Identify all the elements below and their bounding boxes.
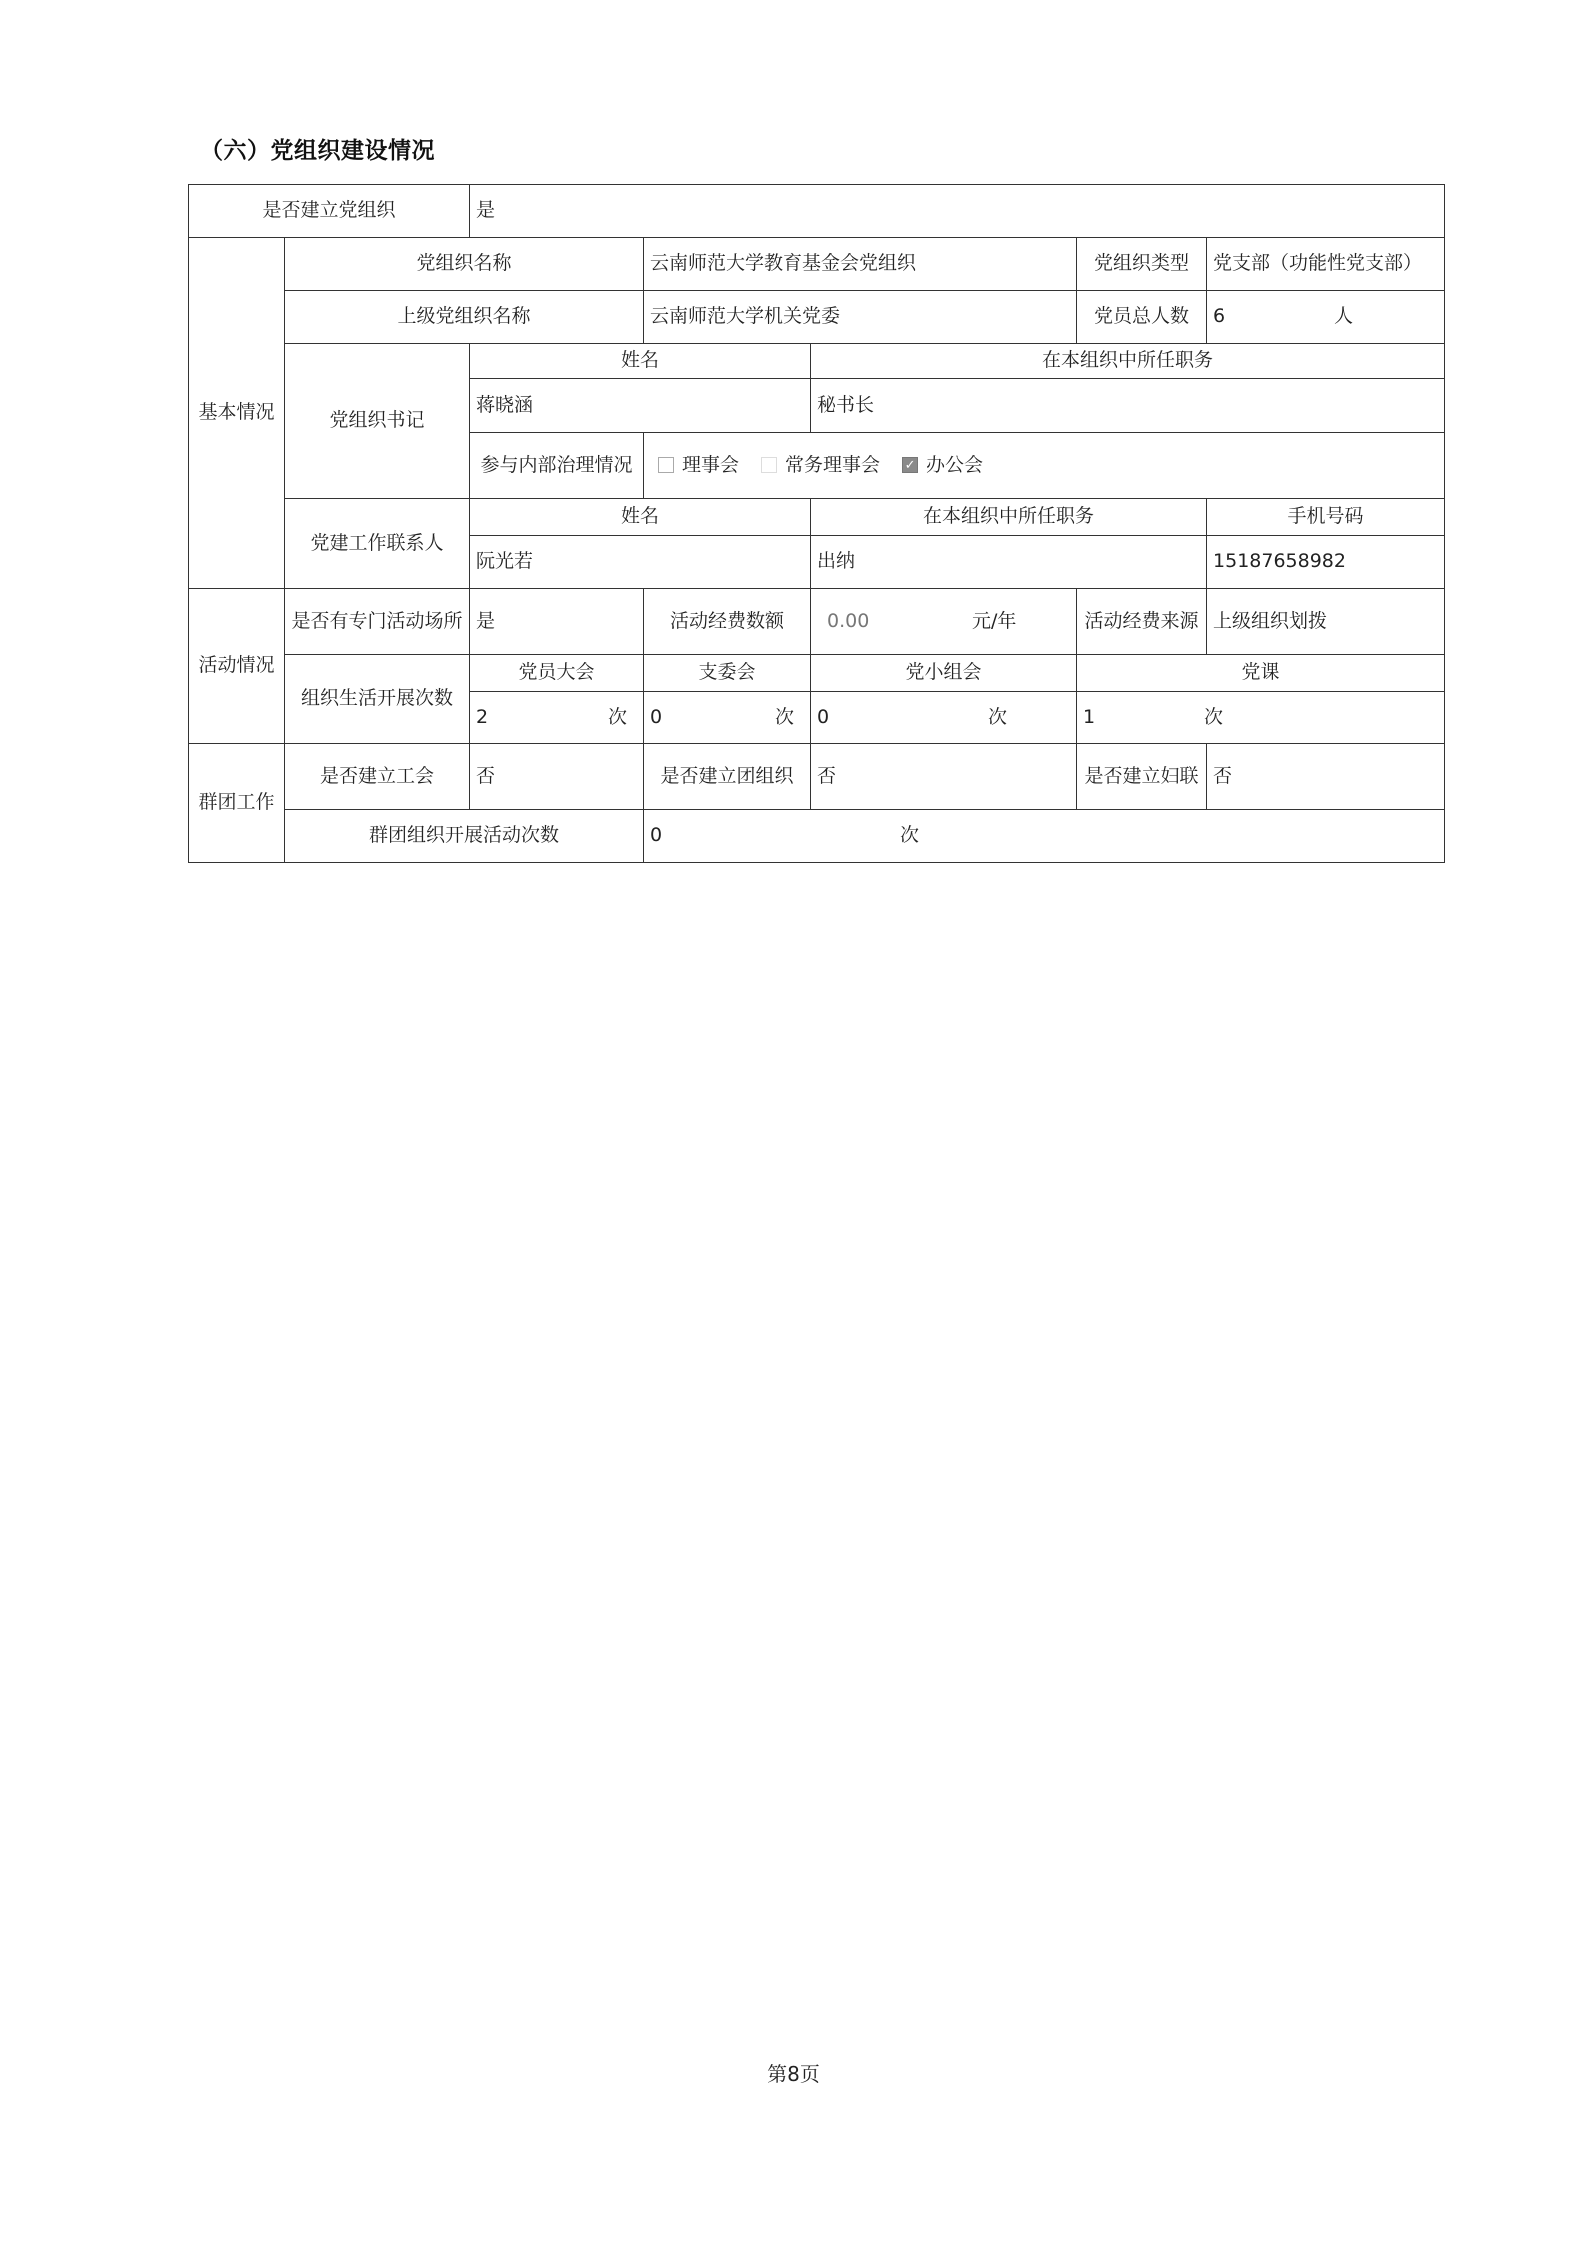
fee-source-label: 活动经费来源: [1077, 589, 1207, 655]
org-name-label: 党组织名称: [285, 238, 644, 291]
life-count-committee: 0 次: [644, 692, 811, 744]
life-count-group-meeting: 0 次: [811, 692, 1077, 744]
contact-duty-header: 在本组织中所任职务: [811, 499, 1207, 536]
life-header-party-lecture: 党课: [1077, 655, 1445, 692]
row-contact-header: [189, 499, 1445, 536]
mass-count-cell: [644, 810, 1445, 863]
party-org-table: [188, 184, 1445, 863]
row-parent-org: [189, 291, 1445, 344]
life-count-party-lecture: 1 次: [1077, 692, 1445, 744]
contact-name-header: 姓名: [470, 499, 811, 536]
mass-section-label: 群团工作: [189, 744, 285, 863]
secretary-name: 蒋晓涵: [470, 379, 811, 433]
contact-name: 阮光若: [470, 536, 811, 589]
women-label: 是否建立妇联: [1077, 744, 1207, 810]
contact-phone: 15187658982: [1207, 536, 1445, 589]
union-label: 是否建立工会: [285, 744, 470, 810]
fee-value: 0.00: [827, 609, 870, 632]
venue-label: 是否有专门活动场所: [285, 589, 470, 655]
established-label: 是否建立党组织: [189, 185, 470, 238]
basic-section-label: 基本情况: [189, 238, 285, 589]
life-count-general-meeting: 2 次: [470, 692, 644, 744]
league-value: 否: [811, 744, 1077, 810]
checkbox-checked-icon: ✓: [902, 457, 918, 473]
secretary-name-header: 姓名: [470, 344, 811, 379]
activity-section-label: 活动情况: [189, 589, 285, 744]
section-title: （六）党组织建设情况: [200, 138, 435, 164]
checkbox-icon: [761, 457, 777, 473]
governance-options: [644, 433, 1445, 499]
governance-option-board: 理事会: [658, 453, 739, 479]
page-number: 第8页: [767, 2062, 820, 2086]
row-activity-venue: [189, 589, 1445, 655]
secretary-duty-header: 在本组织中所任职务: [811, 344, 1445, 379]
union-value: 否: [470, 744, 644, 810]
mass-count-unit: 次: [900, 824, 920, 847]
contact-phone-header: 手机号码: [1207, 499, 1445, 536]
life-header-group-meeting: 党小组会: [811, 655, 1077, 692]
org-type-label: 党组织类型: [1077, 238, 1207, 291]
org-type-value: 党支部（功能性党支部）: [1207, 238, 1445, 291]
governance-option-office-meeting: ✓ 办公会: [902, 453, 983, 479]
contact-duty: 出纳: [811, 536, 1207, 589]
parent-org-value: 云南师范大学机关党委: [644, 291, 1077, 344]
members-value: 6: [1213, 305, 1226, 328]
parent-org-label: 上级党组织名称: [285, 291, 644, 344]
checkbox-icon: [658, 457, 674, 473]
life-label: 组织生活开展次数: [285, 655, 470, 744]
fee-label: 活动经费数额: [644, 589, 811, 655]
members-label: 党员总人数: [1077, 291, 1207, 344]
life-header-general-meeting: 党员大会: [470, 655, 644, 692]
life-header-committee: 支委会: [644, 655, 811, 692]
women-value: 否: [1207, 744, 1445, 810]
governance-label: 参与内部治理情况: [470, 433, 644, 499]
venue-value: 是: [470, 589, 644, 655]
members-cell: [1207, 291, 1445, 344]
fee-unit: 元/年: [972, 609, 1017, 632]
established-value: 是: [470, 185, 1445, 238]
row-secretary-header: [189, 344, 1445, 379]
members-unit: 人: [1334, 305, 1354, 328]
league-label: 是否建立团组织: [644, 744, 811, 810]
fee-source-value: 上级组织划拨: [1207, 589, 1445, 655]
row-mass-orgs: [189, 744, 1445, 810]
row-org-name: [189, 238, 1445, 291]
row-life-header: [189, 655, 1445, 692]
governance-option-standing-board: 常务理事会: [761, 453, 880, 479]
secretary-label: 党组织书记: [285, 344, 470, 499]
org-name-value: 云南师范大学教育基金会党组织: [644, 238, 1077, 291]
mass-count-label: 群团组织开展活动次数: [285, 810, 644, 863]
row-mass-count: [189, 810, 1445, 863]
secretary-duty: 秘书长: [811, 379, 1445, 433]
fee-cell: [811, 589, 1077, 655]
contact-label: 党建工作联系人: [285, 499, 470, 589]
mass-count-value: 0: [650, 824, 663, 847]
row-established: [189, 185, 1445, 238]
